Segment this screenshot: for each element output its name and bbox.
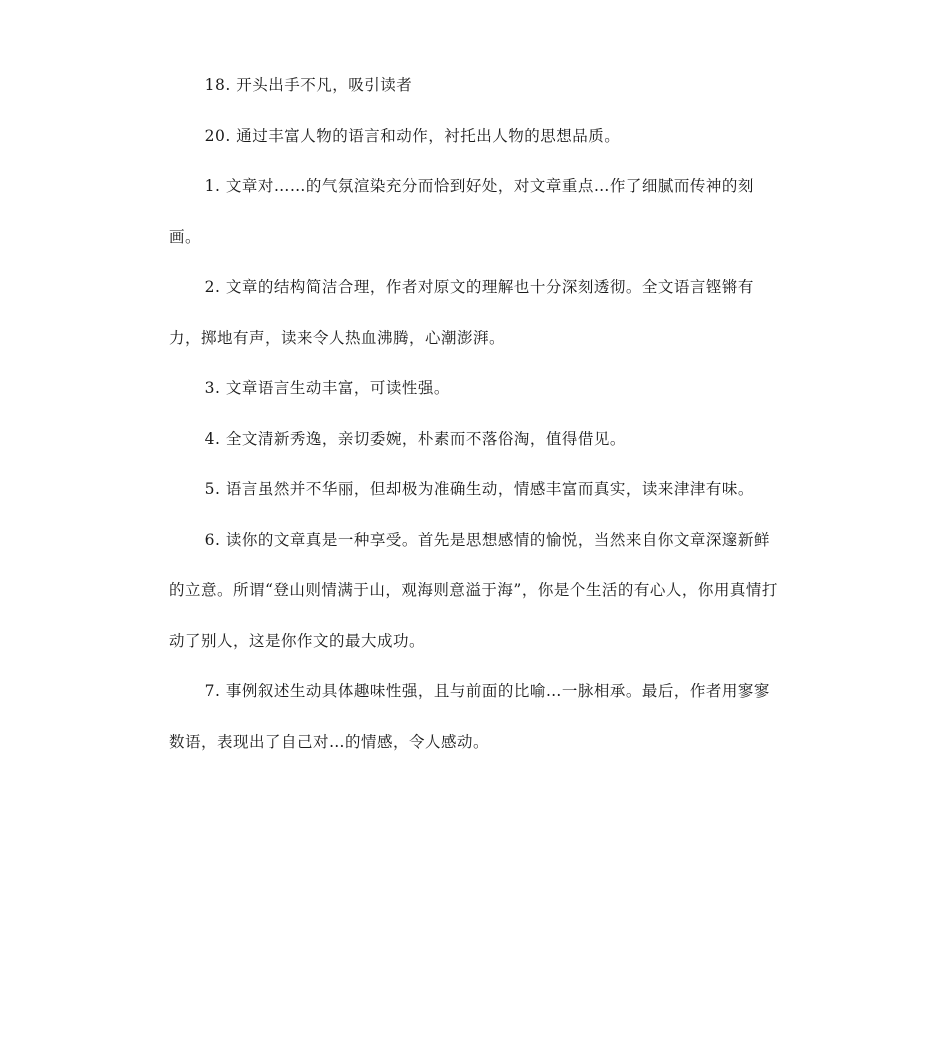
paragraph-6: 6. 读你的文章真是一种享受。首先是思想感情的愉悦，当然来自你文章深邃新鲜的立意。所谓“登山则情满于山，观海则意溢于海”，你是个生活的有心人，你用真情打动了别人，这是你作文的最大成功。 xyxy=(169,530,778,650)
paragraph-1: 1. 文章对……的气氛渲染充分而恰到好处，对文章重点…作了细腻而传神的刻画。 xyxy=(169,177,754,246)
paragraph-20: 20. 通过丰富人物的语言和动作，衬托出人物的思想品质。 xyxy=(204,126,621,145)
paragraph-4: 4. 全文清新秀逸，亲切委婉，朴素而不落俗淘，值得借见。 xyxy=(204,429,626,448)
paragraph-7: 7. 事例叙述生动具体趣味性强，且与前面的比喻…一脉相承。最后，作者用寥寥数语，表现出了自己对…的情感，令人感动。 xyxy=(169,682,770,751)
paragraph-2: 2. 文章的结构简洁合理，作者对原文的理解也十分深刻透彻。全文语言铿锵有力，掷地有声，读来令人热血沸腾，心潮澎湃。 xyxy=(169,278,754,347)
paragraph-5: 5. 语言虽然并不华丽，但却极为准确生动，情感丰富而真实，读来津津有味。 xyxy=(204,480,754,498)
document-body xyxy=(169,60,781,767)
paragraph-18: 18. 开头出手不凡，吸引读者 xyxy=(204,76,413,94)
paragraph-3: 3. 文章语言生动丰富，可读性强。 xyxy=(204,379,450,397)
